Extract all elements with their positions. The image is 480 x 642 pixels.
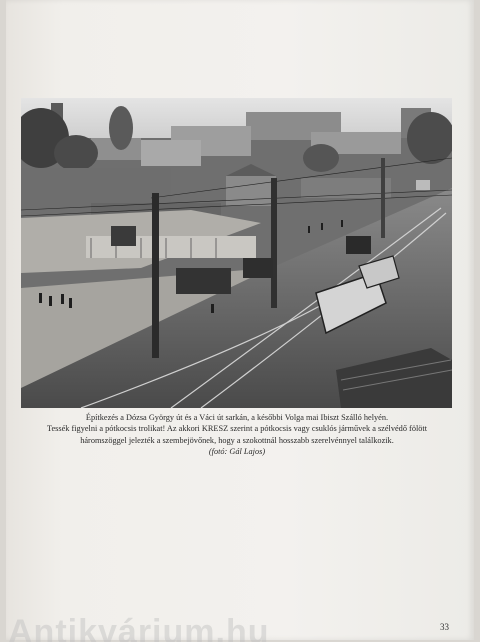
caption-line-2: Tessék figyelni a pótkocsis trolikat! Az akkori KRESZ szerint a pótkocsis vagy csuklós járművek a szélvédő fölött — [46, 424, 428, 434]
caption-line-1: Építkezés a Dózsa György út és a Váci út sarkán, a későbbi Volga mai Ibiszt Szálló helyén. — [85, 413, 389, 422]
caption-line-3: háromszöggel jelezték a szembejövőnek, hogy a szokottnál hosszabb szerelvénnyel találkozik. — [80, 435, 394, 445]
photo-credit: (fotó: Gál Lajos) — [208, 447, 266, 457]
page-number: 33 — [440, 622, 449, 632]
photo-caption — [20, 412, 454, 458]
historic-street-photo — [21, 98, 452, 408]
book-page — [6, 0, 474, 640]
watermark: Antikvárium.hu — [8, 613, 270, 642]
